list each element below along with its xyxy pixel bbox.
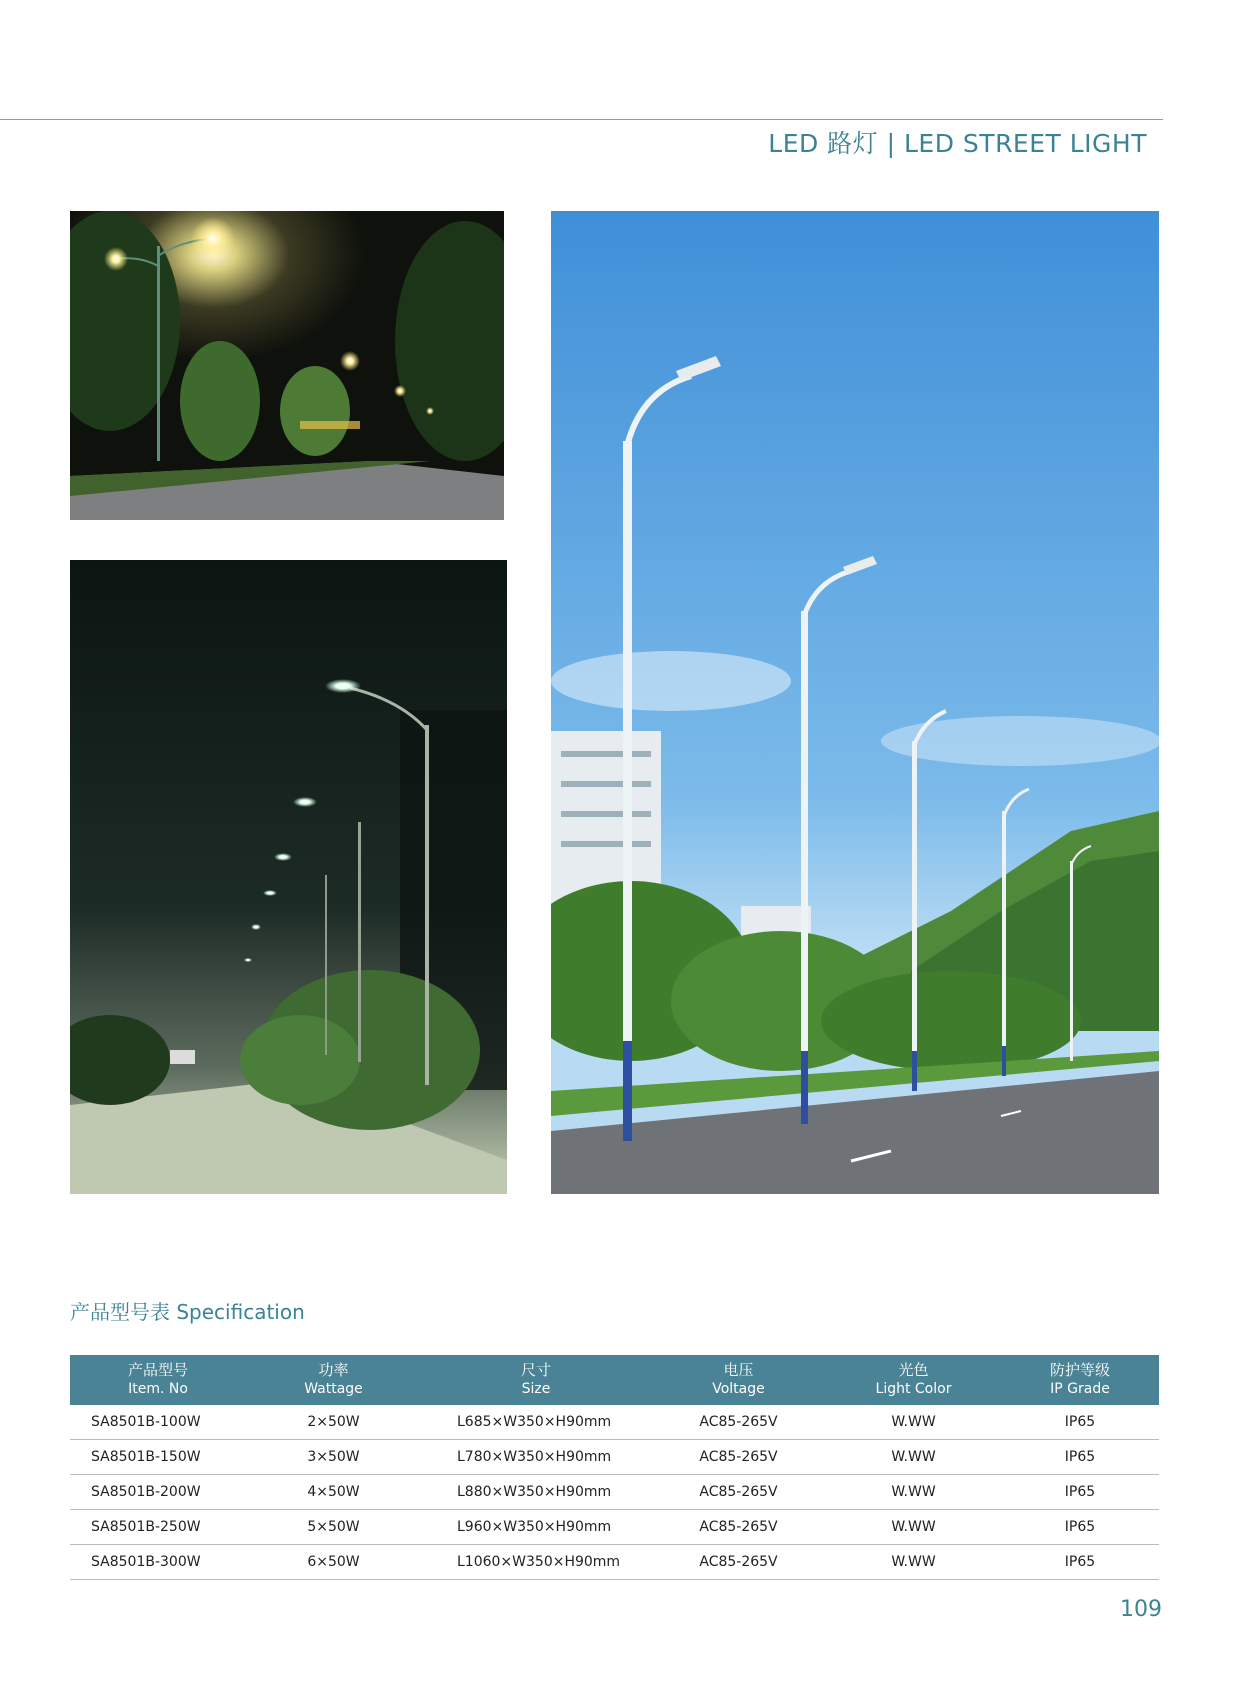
col-en: Voltage bbox=[712, 1381, 765, 1397]
col-item-no bbox=[70, 1355, 246, 1405]
cell-light-color: W.WW bbox=[826, 1510, 1001, 1545]
cell-ip-grade: IP65 bbox=[1001, 1440, 1159, 1475]
cell-size: L780×W350×H90mm bbox=[421, 1440, 651, 1475]
col-zh: 功率 bbox=[318, 1361, 349, 1379]
cell-wattage: 3×50W bbox=[246, 1440, 421, 1475]
col-en: Light Color bbox=[875, 1381, 952, 1397]
cell-light-color: W.WW bbox=[826, 1475, 1001, 1510]
col-zh: 尺寸 bbox=[520, 1361, 551, 1379]
col-zh: 电压 bbox=[723, 1361, 754, 1379]
col-wattage bbox=[246, 1355, 421, 1405]
daytime-street-photo bbox=[551, 211, 1159, 1194]
cell-item-no: SA8501B-250W bbox=[70, 1510, 246, 1545]
night-street-photo-1 bbox=[70, 211, 504, 520]
cell-light-color: W.WW bbox=[826, 1440, 1001, 1475]
page-number: 109 bbox=[1120, 1597, 1162, 1622]
cell-item-no: SA8501B-150W bbox=[70, 1440, 246, 1475]
cell-wattage: 6×50W bbox=[246, 1545, 421, 1580]
cell-item-no: SA8501B-300W bbox=[70, 1545, 246, 1580]
cell-wattage: 5×50W bbox=[246, 1510, 421, 1545]
cell-light-color: W.WW bbox=[826, 1405, 1001, 1440]
cell-item-no: SA8501B-100W bbox=[70, 1405, 246, 1440]
table-row bbox=[70, 1405, 1159, 1440]
cell-wattage: 2×50W bbox=[246, 1405, 421, 1440]
table-row bbox=[70, 1440, 1159, 1475]
cell-size: L1060×W350×H90mm bbox=[421, 1545, 651, 1580]
cell-size: L685×W350×H90mm bbox=[421, 1405, 651, 1440]
col-size bbox=[421, 1355, 651, 1405]
spec-header-row bbox=[70, 1355, 1159, 1405]
col-en: Size bbox=[521, 1381, 551, 1397]
cell-size: L880×W350×H90mm bbox=[421, 1475, 651, 1510]
cell-light-color: W.WW bbox=[826, 1545, 1001, 1580]
cell-wattage: 4×50W bbox=[246, 1475, 421, 1510]
col-ip-grade bbox=[1001, 1355, 1159, 1405]
col-en: Wattage bbox=[304, 1381, 363, 1397]
header-rule bbox=[0, 119, 1163, 120]
cell-voltage: AC85-265V bbox=[651, 1475, 826, 1510]
cell-size: L960×W350×H90mm bbox=[421, 1510, 651, 1545]
cell-ip-grade: IP65 bbox=[1001, 1545, 1159, 1580]
cell-voltage: AC85-265V bbox=[651, 1545, 826, 1580]
col-zh: 光色 bbox=[898, 1361, 929, 1379]
spec-heading: 产品型号表 Specification bbox=[70, 1300, 305, 1324]
cell-ip-grade: IP65 bbox=[1001, 1510, 1159, 1545]
cell-voltage: AC85-265V bbox=[651, 1405, 826, 1440]
cell-item-no: SA8501B-200W bbox=[70, 1475, 246, 1510]
spec-table bbox=[70, 1355, 1159, 1580]
col-light-color bbox=[826, 1355, 1001, 1405]
table-row bbox=[70, 1475, 1159, 1510]
night-street-photo-2 bbox=[70, 560, 507, 1194]
col-zh: 产品型号 bbox=[127, 1361, 188, 1379]
col-zh: 防护等级 bbox=[1049, 1361, 1110, 1379]
cell-ip-grade: IP65 bbox=[1001, 1405, 1159, 1440]
cell-voltage: AC85-265V bbox=[651, 1510, 826, 1545]
col-en: IP Grade bbox=[1050, 1381, 1110, 1397]
table-row bbox=[70, 1545, 1159, 1580]
cell-ip-grade: IP65 bbox=[1001, 1475, 1159, 1510]
col-en: Item. No bbox=[128, 1381, 188, 1397]
table-row bbox=[70, 1510, 1159, 1545]
page-title: LED 路灯 | LED STREET LIGHT bbox=[768, 129, 1147, 158]
cell-voltage: AC85-265V bbox=[651, 1440, 826, 1475]
col-voltage bbox=[651, 1355, 826, 1405]
